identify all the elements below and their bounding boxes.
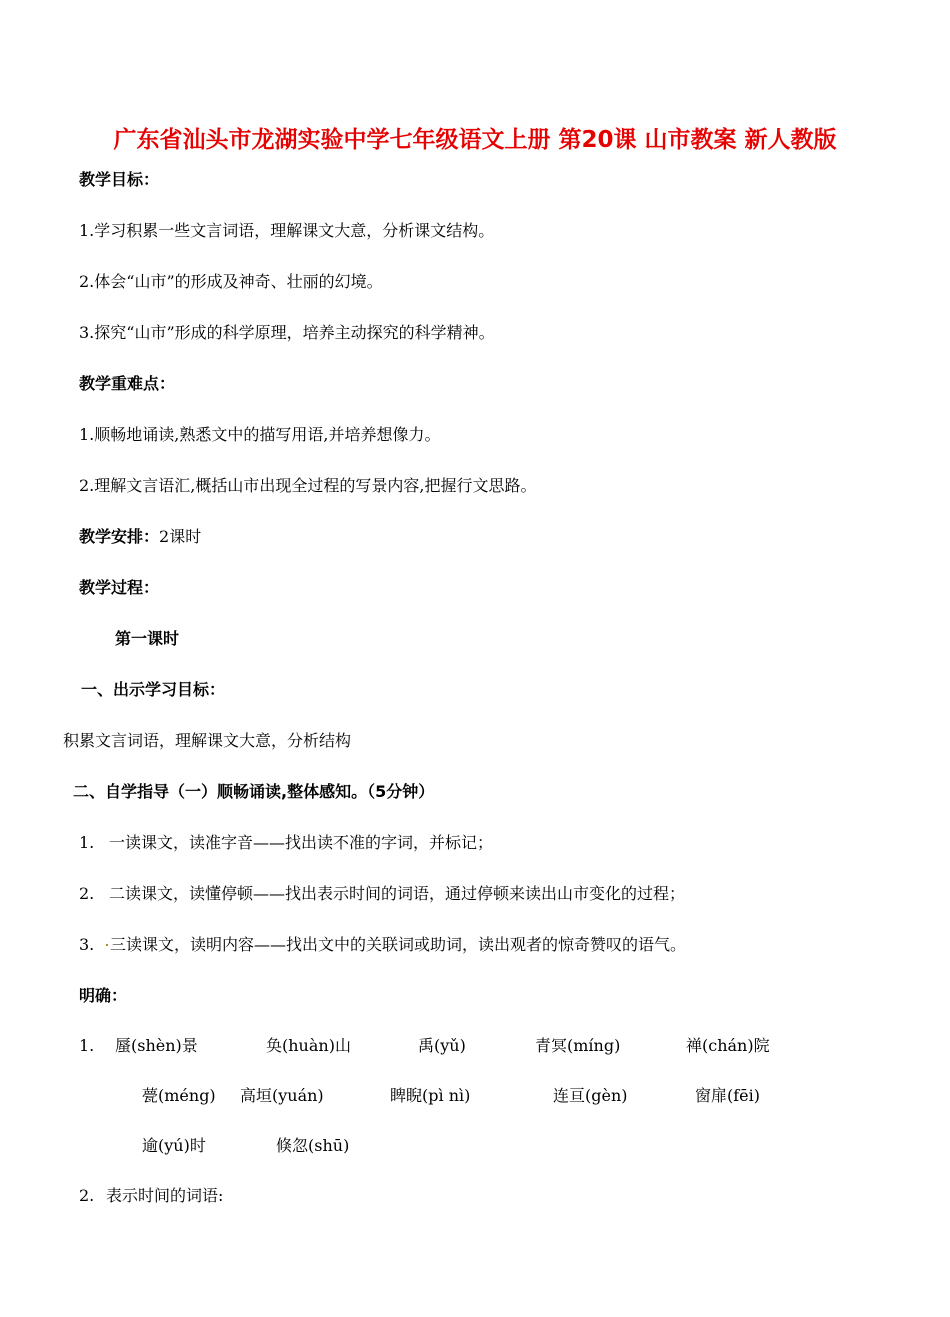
vocab-item: 高垣(yuán) bbox=[240, 1086, 324, 1105]
schedule-line bbox=[79, 527, 201, 547]
step-text: 二读课文，读懂停顿——找出表示时间的词语，通过停顿来读出山市变化的过程； bbox=[109, 884, 686, 903]
vocab-item: 甍(méng) bbox=[142, 1086, 216, 1105]
section-one-heading: 一、出示学习目标： bbox=[81, 680, 226, 699]
vocab-item: 青冥(míng) bbox=[535, 1036, 621, 1055]
stray-mark bbox=[106, 944, 108, 946]
vocab-number: 1. bbox=[79, 1036, 95, 1055]
key-point-item: 1.顺畅地诵读,熟悉文中的描写用语,并培养想像力。 bbox=[79, 425, 441, 444]
step-number: 1. bbox=[79, 833, 95, 852]
vocab-item: 奂(huàn)山 bbox=[266, 1036, 351, 1055]
goals-heading: 教学目标： bbox=[79, 170, 160, 189]
key-points-heading: 教学重难点： bbox=[79, 374, 176, 393]
section-two-heading: 二、自学指导（一）顺畅诵读,整体感知。（5分钟） bbox=[73, 782, 435, 801]
document-title: 广东省汕头市龙湖实验中学七年级语文上册 第20课 山市教案 新人教版 bbox=[113, 127, 837, 153]
process-heading: 教学过程： bbox=[79, 578, 160, 597]
schedule-value: 2课时 bbox=[159, 527, 202, 546]
goal-item: 3.探究“山市”形成的科学原理，培养主动探究的科学精神。 bbox=[79, 323, 495, 342]
step-number: 2. bbox=[79, 884, 95, 903]
key-point-item: 2.理解文言语汇,概括山市出现全过程的写景内容,把握行文思路。 bbox=[79, 476, 537, 495]
step-text: 三读课文，读明内容——找出文中的关联词或助词，读出观者的惊奇赞叹的语气。 bbox=[110, 935, 687, 954]
step-number: 3. bbox=[79, 935, 95, 954]
vocab-item: 逾(yú)时 bbox=[142, 1136, 206, 1155]
time-words-number: 2. bbox=[79, 1186, 95, 1205]
vocab-item: 蜃(shèn)景 bbox=[115, 1036, 198, 1055]
vocab-item: 禅(chán)院 bbox=[686, 1036, 770, 1055]
vocab-item: 禹(yǔ) bbox=[418, 1036, 466, 1055]
clarify-heading: 明确： bbox=[79, 986, 128, 1005]
schedule-label: 教学安排： bbox=[79, 527, 160, 546]
vocab-item: 睥睨(pì nì) bbox=[390, 1086, 471, 1105]
lesson-one-heading: 第一课时 bbox=[115, 629, 180, 648]
section-one-text: 积累文言词语，理解课文大意，分析结构 bbox=[63, 731, 352, 750]
vocab-item: 连亘(gèn) bbox=[553, 1086, 628, 1105]
time-words-label: 表示时间的词语: bbox=[106, 1186, 224, 1205]
goal-item: 1.学习积累一些文言词语，理解课文大意，分析课文结构。 bbox=[79, 221, 495, 240]
vocab-item: 倏忽(shū) bbox=[276, 1136, 350, 1155]
vocab-item: 窗扉(fēi) bbox=[695, 1086, 760, 1105]
step-text: 一读课文，读准字音——找出读不准的字词，并标记； bbox=[109, 833, 494, 852]
goal-item: 2.体会“山市”的形成及神奇、壮丽的幻境。 bbox=[79, 272, 383, 291]
